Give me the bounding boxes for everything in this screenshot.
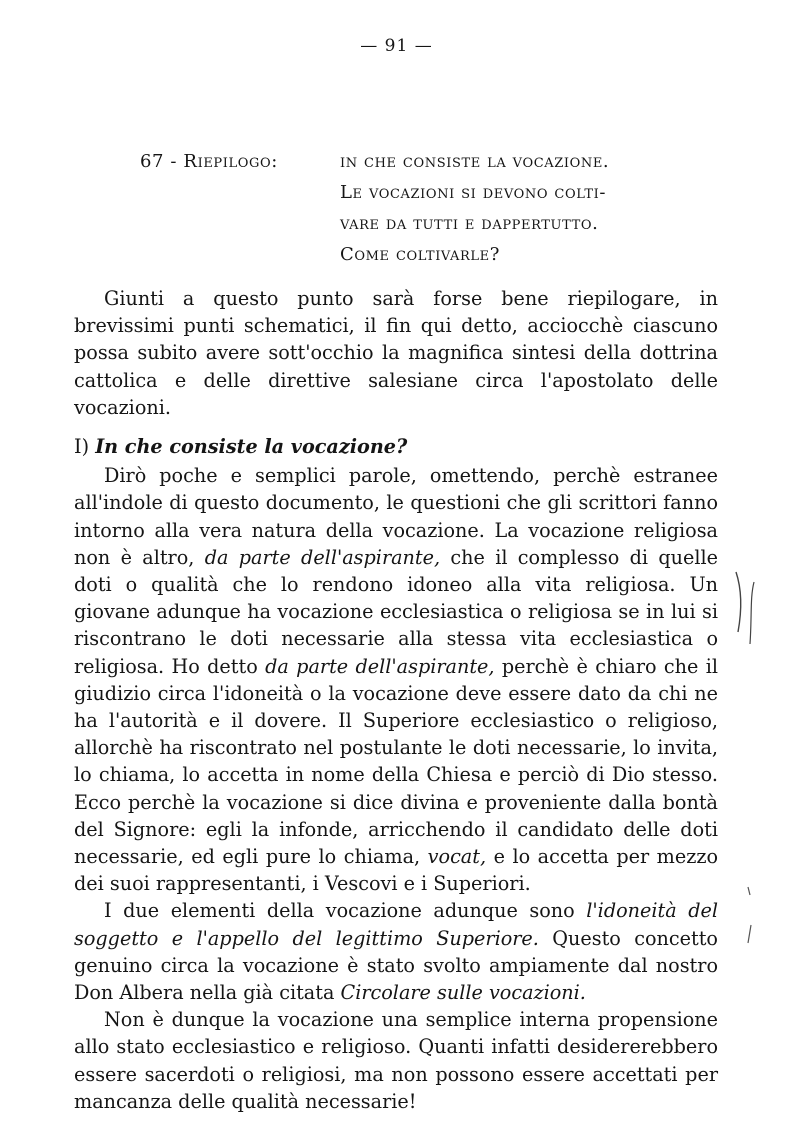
- p1-text-3: perchè è chiaro che il giudizio circa l'idoneità o la vocazione deve essere dato da chi ne ha l'autorità e il dovere. Il Superiore ecclesiastico o religioso, allorchè ha riscontrato nel postulante le doti necessarie, lo invita, lo chiama, lo accetta in nome della Chiesa e perciò di Dio stesso. Ecco perchè la vocazione si dice divina e proveniente dalla bontà del Signore: egli la infonde, arricchendo il candidato delle doti necessarie, ed egli pure lo chiama,: [74, 654, 719, 869]
- p1-italic-1: da parte dell'aspirante,: [204, 545, 441, 569]
- heading-number: 67 - Riepilogo:: [140, 151, 278, 172]
- p2-italic-1: l'idoneità del soggetto e l'appello del legittimo Superiore.: [74, 899, 718, 950]
- subsection-heading: [74, 433, 718, 460]
- paragraph-1: [74, 462, 718, 897]
- p2-italic-2: Circolare sulle vocazioni.: [340, 981, 586, 1005]
- paragraph-2: [74, 897, 718, 1006]
- heading-title-4: Come coltivarle?: [340, 244, 500, 265]
- body-text: [74, 285, 718, 1115]
- margin-pencil-tick: [742, 885, 758, 955]
- p2-text-2: Questo concetto genuino circa la vocazione è stato svolto ampiamente dal nostro Don Albera nella già citata: [74, 926, 718, 1005]
- p1-italic-2: da parte dell'aspirante,: [265, 654, 495, 678]
- p1-text-4: e lo accetta per mezzo dei suoi rappresentanti, i Vescovi e i Superiori.: [74, 845, 718, 896]
- subsection-title: In che consiste la vocazione?: [95, 435, 408, 459]
- subsection-marker: I): [74, 435, 90, 459]
- heading-title-2: Le vocazioni si devono colti-: [340, 182, 607, 203]
- p1-text-2: che il complesso di quelle doti o qualità che lo rendono idoneo alla vita religiosa. Un giovane adunque ha vocazione ecclesiastica o religiosa se in lui si riscontrano le doti necessarie alla stessa vita ecclesiastica o religiosa. Ho detto: [74, 545, 718, 678]
- p1-text-1: Dirò poche e semplici parole, omettendo, perchè estranee all'indole di questo documento, le questioni che gli scrittori fanno intorno alla vera natura della vocazione. La vocazione religiosa non è altro,: [74, 464, 718, 569]
- section-heading: [140, 146, 740, 270]
- page-number: — 91 —: [360, 36, 433, 56]
- heading-line-1: [140, 146, 740, 177]
- p1-italic-3: vocat,: [427, 845, 487, 869]
- intro-paragraph: Giunti a questo punto sarà forse bene riepilogare, in brevissimi punti schematici, il fin qui detto, acciocchè ciascuno possa subito avere sott'occhio la magnifica sintesi della dottrina cattolica e delle direttive salesiane circa l'apostolato delle vocazioni.: [74, 287, 718, 419]
- margin-pencil-mark: [728, 570, 768, 650]
- heading-title-1: in che consiste la vocazione.: [340, 151, 610, 172]
- paragraph-3: Non è dunque la vocazione una semplice interna propensione allo stato ecclesiastico e religioso. Quanti infatti desidererebbero essere sacerdoti o religiosi, ma non possono essere accettati per mancanza delle qualità necessarie!: [74, 1008, 718, 1113]
- heading-title-3: vare da tutti e dappertutto.: [340, 213, 599, 234]
- p2-text-1: I due elementi della vocazione adunque sono: [104, 899, 575, 923]
